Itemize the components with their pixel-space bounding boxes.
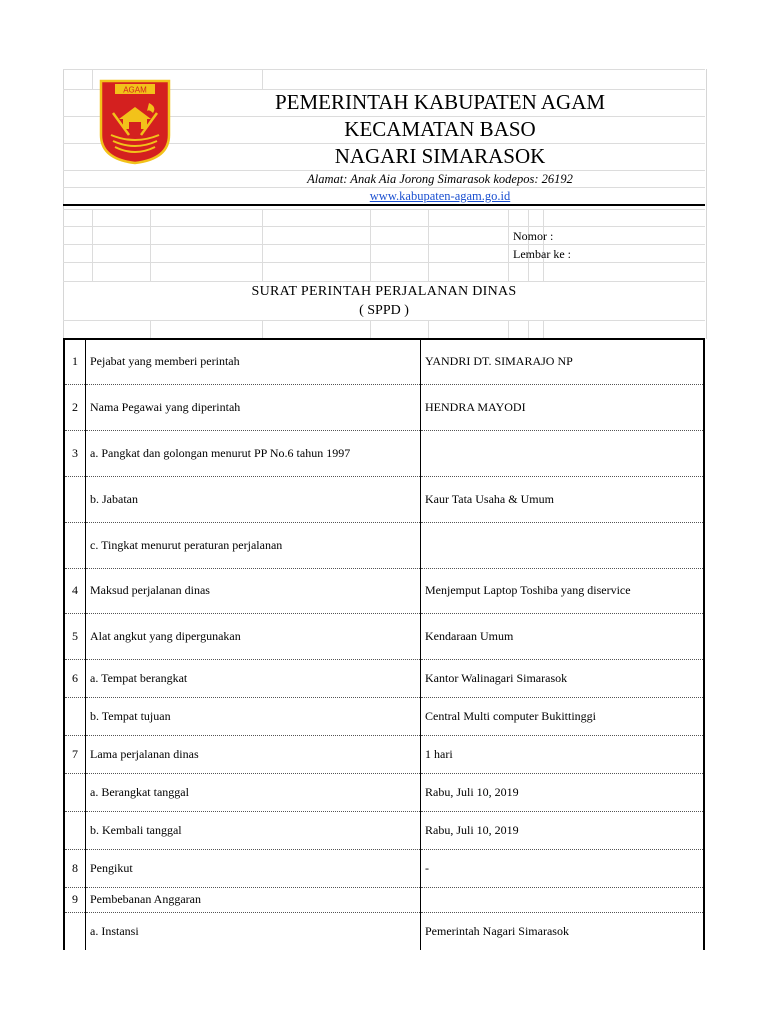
table-row xyxy=(64,735,704,773)
row-number xyxy=(64,773,86,811)
grid-line xyxy=(428,320,429,338)
row-number xyxy=(64,697,86,735)
grid-line xyxy=(543,320,544,338)
grid-line xyxy=(150,209,151,281)
grid-line xyxy=(92,209,93,281)
row-value: Kaur Tata Usaha & Umum xyxy=(421,476,705,522)
grid-line xyxy=(150,320,151,338)
grid-line xyxy=(528,209,529,281)
row-number: 3 xyxy=(64,430,86,476)
nomor-label: Nomor : xyxy=(513,229,554,243)
row-label: Nama Pegawai yang diperintah xyxy=(86,384,421,430)
row-number xyxy=(64,476,86,522)
row-value: 1 hari xyxy=(421,735,705,773)
grid-line xyxy=(63,209,705,210)
lembar-label: Lembar ke : xyxy=(513,247,571,261)
grid-line xyxy=(63,69,705,70)
row-number xyxy=(64,912,86,950)
row-label: Alat angkut yang dipergunakan xyxy=(86,613,421,659)
row-number xyxy=(64,811,86,849)
row-label: b. Tempat tujuan xyxy=(86,697,421,735)
table-row xyxy=(64,384,704,430)
row-label: a. Instansi xyxy=(86,912,421,950)
document-title: SURAT PERINTAH PERJALANAN DINAS xyxy=(251,284,517,299)
row-label: a. Berangkat tanggal xyxy=(86,773,421,811)
row-value: Rabu, Juli 10, 2019 xyxy=(421,811,705,849)
grid-line xyxy=(508,320,509,338)
grid-line xyxy=(508,209,509,281)
row-value: Menjemput Laptop Toshiba yang diservice xyxy=(421,568,705,613)
website-link[interactable]: www.kabupaten-agam.go.id xyxy=(369,189,511,203)
sppd-table xyxy=(63,338,705,950)
table-row xyxy=(64,339,704,384)
row-value xyxy=(421,430,705,476)
header-line-2: KECAMATAN BASO xyxy=(344,117,536,141)
row-label: b. Kembali tanggal xyxy=(86,811,421,849)
row-label: a. Pangkat dan golongan menurut PP No.6 tahun 1997 xyxy=(86,430,421,476)
row-number: 5 xyxy=(64,613,86,659)
grid-line xyxy=(370,209,371,281)
table-row xyxy=(64,430,704,476)
table-row xyxy=(64,811,704,849)
grid-line xyxy=(543,209,544,281)
header-line-1: PEMERINTAH KABUPATEN AGAM xyxy=(274,90,606,114)
grid-line xyxy=(370,320,371,338)
grid-line xyxy=(63,281,705,282)
table-row xyxy=(64,476,704,522)
row-value: YANDRI DT. SIMARAJO NP xyxy=(421,339,705,384)
row-value: - xyxy=(421,849,705,887)
document-subtitle: ( SPPD ) xyxy=(359,303,409,318)
grid-line xyxy=(63,320,705,321)
row-value xyxy=(421,522,705,568)
grid-line xyxy=(262,209,263,281)
row-number: 2 xyxy=(64,384,86,430)
row-label: Pembebanan Anggaran xyxy=(86,887,421,912)
table-row xyxy=(64,568,704,613)
row-value xyxy=(421,887,705,912)
row-label: a. Tempat berangkat xyxy=(86,659,421,697)
table-row xyxy=(64,522,704,568)
row-number: 6 xyxy=(64,659,86,697)
row-value: HENDRA MAYODI xyxy=(421,384,705,430)
grid-line xyxy=(63,244,705,245)
table-row xyxy=(64,613,704,659)
row-value: Kendaraan Umum xyxy=(421,613,705,659)
row-value: Kantor Walinagari Simarasok xyxy=(421,659,705,697)
row-label: Maksud perjalanan dinas xyxy=(86,568,421,613)
grid-line xyxy=(428,209,429,281)
agam-logo xyxy=(99,79,171,165)
logo-text: AGAM xyxy=(123,85,147,95)
table-row xyxy=(64,697,704,735)
row-label: b. Jabatan xyxy=(86,476,421,522)
grid-line xyxy=(63,226,705,227)
grid-line xyxy=(528,320,529,338)
row-label: c. Tingkat menurut peraturan perjalanan xyxy=(86,522,421,568)
row-label: Pengikut xyxy=(86,849,421,887)
table-row xyxy=(64,659,704,697)
grid-line xyxy=(262,320,263,338)
row-label: Lama perjalanan dinas xyxy=(86,735,421,773)
address: Alamat: Anak Aia Jorong Simarasok kodepos: 26192 xyxy=(307,172,573,186)
row-number: 7 xyxy=(64,735,86,773)
row-number: 4 xyxy=(64,568,86,613)
table-row xyxy=(64,887,704,912)
row-value: Pemerintah Nagari Simarasok xyxy=(425,923,569,938)
row-number: 1 xyxy=(64,339,86,384)
grid-line xyxy=(92,69,93,89)
row-value: Central Multi computer Bukittinggi xyxy=(421,697,705,735)
header-divider xyxy=(63,204,705,206)
row-value: Rabu, Juli 10, 2019 xyxy=(421,773,705,811)
row-number: 9 xyxy=(64,887,86,912)
grid-line xyxy=(63,262,705,263)
grid-line xyxy=(262,69,263,89)
table-row xyxy=(64,773,704,811)
table-row xyxy=(64,849,704,887)
row-number xyxy=(64,522,86,568)
header-line-3: NAGARI SIMARASOK xyxy=(334,144,546,168)
row-number: 8 xyxy=(64,849,86,887)
row-label: Pejabat yang memberi perintah xyxy=(86,339,421,384)
table-row xyxy=(64,912,704,950)
